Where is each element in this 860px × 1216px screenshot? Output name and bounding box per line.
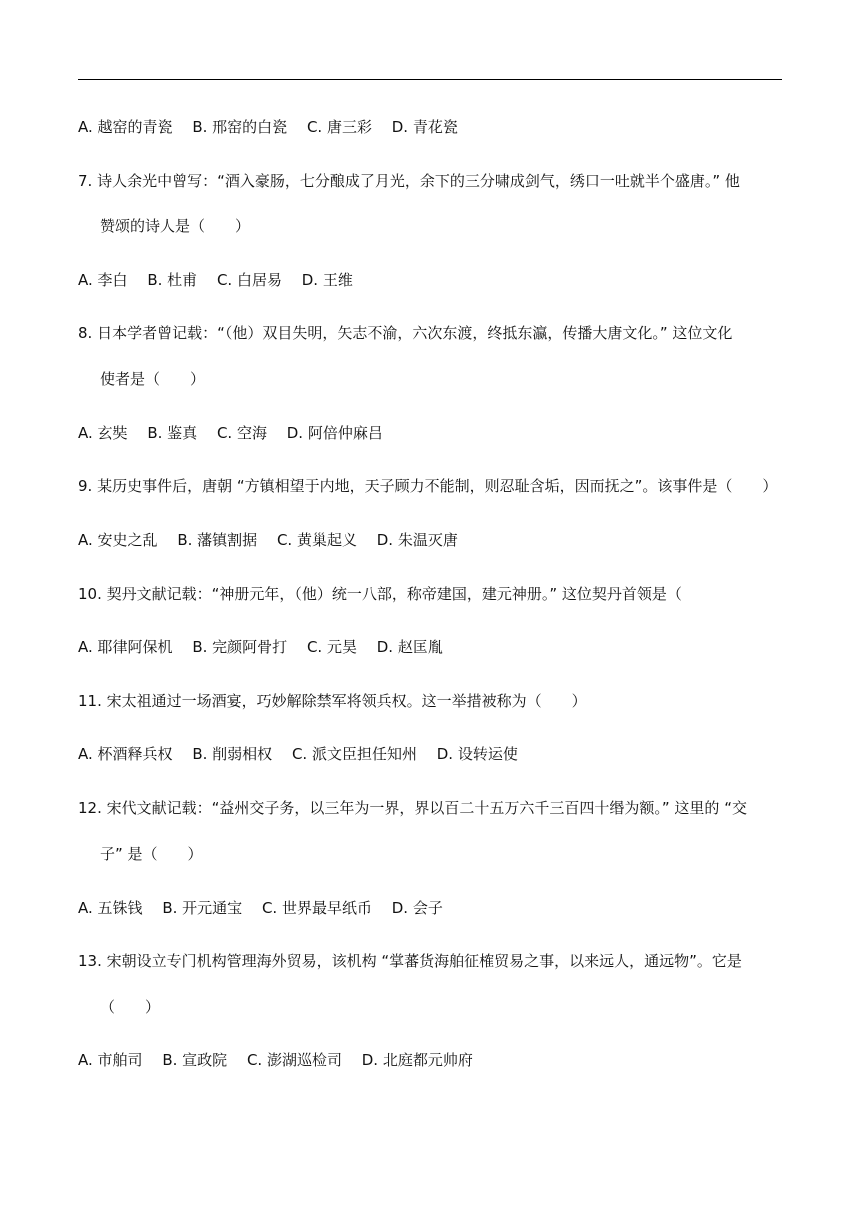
q8-option-c: C. 空海 <box>216 424 267 442</box>
q12-option-c: C. 世界最早纸币 <box>261 899 372 917</box>
q10-options <box>78 637 443 657</box>
q10-option-d: D. 赵匡胤 <box>376 638 443 656</box>
q7-options <box>78 270 353 290</box>
q7-option-d: D. 王维 <box>301 271 353 289</box>
q8-option-b: B. 鉴真 <box>147 424 198 442</box>
q6-option-c: C. 唐三彩 <box>306 118 372 136</box>
q8-option-d: D. 阿倍仲麻吕 <box>286 424 383 442</box>
q7-stem-line2: 赞颂的诗人是（ ） <box>100 217 251 235</box>
q13-stem-line2: （ ） <box>100 998 161 1016</box>
q11-option-c: C. 派文臣担任知州 <box>291 745 417 763</box>
q7-option-c: C. 白居易 <box>216 271 282 289</box>
q6-option-a: A. 越窑的青瓷 <box>78 118 173 136</box>
q9-option-c: C. 黄巢起义 <box>276 531 357 549</box>
q12-option-b: B. 开元通宝 <box>162 899 243 917</box>
q12-stem-line2: 子” 是（ ） <box>100 845 203 863</box>
q8-option-a: A. 玄奘 <box>78 424 128 442</box>
q9-option-a: A. 安史之乱 <box>78 531 158 549</box>
q11-stem-line1: 11. 宋太祖通过一场酒宴，巧妙解除禁军将领兵权。这一举措被称为（ ） <box>78 692 587 710</box>
q13-option-d: D. 北庭都元帅府 <box>361 1051 473 1069</box>
q10-option-b: B. 完颜阿骨打 <box>192 638 288 656</box>
q11-option-d: D. 设转运使 <box>436 745 518 763</box>
q10-option-c: C. 元昊 <box>306 638 357 656</box>
q10-stem-line1: 10. 契丹文献记载：“神册元年，（他）统一八部，称帝建国，建元神册。” 这位契丹首领是（ <box>78 585 682 603</box>
q6-options <box>78 117 458 137</box>
q11-options <box>78 744 518 764</box>
q12-stem-line1: 12. 宋代文献记载：“益州交子务，以三年为一界，界以百二十五万六千三百四十缗为额。” 这里的 “交 <box>78 799 747 817</box>
q13-stem-line1: 13. 宋朝设立专门机构管理海外贸易，该机构 “掌蕃货海舶征榷贸易之事，以来远人，通远物”。它是 <box>78 952 742 970</box>
q7-stem-line1: 7. 诗人余光中曾写：“酒入豪肠，七分酿成了月光，余下的三分啸成剑气，绣口一吐就半个盛唐。” 他 <box>78 172 740 190</box>
header-rule <box>78 79 782 80</box>
q12-option-a: A. 五铢钱 <box>78 899 143 917</box>
q11-option-a: A. 杯酒释兵权 <box>78 745 173 763</box>
q9-options <box>78 530 458 550</box>
q13-option-a: A. 市舶司 <box>78 1051 143 1069</box>
q8-stem-line2: 使者是（ ） <box>100 370 206 388</box>
q8-stem-line1: 8. 日本学者曾记载：“（他）双目失明，矢志不渝，六次东渡，终抵东瀛，传播大唐文化。” 这位文化 <box>78 324 733 342</box>
q13-option-b: B. 宣政院 <box>162 1051 228 1069</box>
q12-option-d: D. 会子 <box>391 899 443 917</box>
q11-option-b: B. 削弱相权 <box>192 745 273 763</box>
q9-stem-line1: 9. 某历史事件后，唐朝 “方镇相望于内地，天子顾力不能制，则忍耻含垢，因而抚之”。该事件是（ ） <box>78 477 778 495</box>
q7-option-b: B. 杜甫 <box>147 271 198 289</box>
q9-option-d: D. 朱温灭唐 <box>376 531 458 549</box>
q6-option-d: D. 青花瓷 <box>391 118 458 136</box>
q13-options <box>78 1050 473 1070</box>
q8-options <box>78 423 383 443</box>
q12-options <box>78 898 443 918</box>
q9-option-b: B. 藩镇割据 <box>177 531 258 549</box>
q7-option-a: A. 李白 <box>78 271 128 289</box>
q10-option-a: A. 耶律阿保机 <box>78 638 173 656</box>
q6-option-b: B. 邢窑的白瓷 <box>192 118 288 136</box>
q13-option-c: C. 澎湖巡检司 <box>246 1051 342 1069</box>
